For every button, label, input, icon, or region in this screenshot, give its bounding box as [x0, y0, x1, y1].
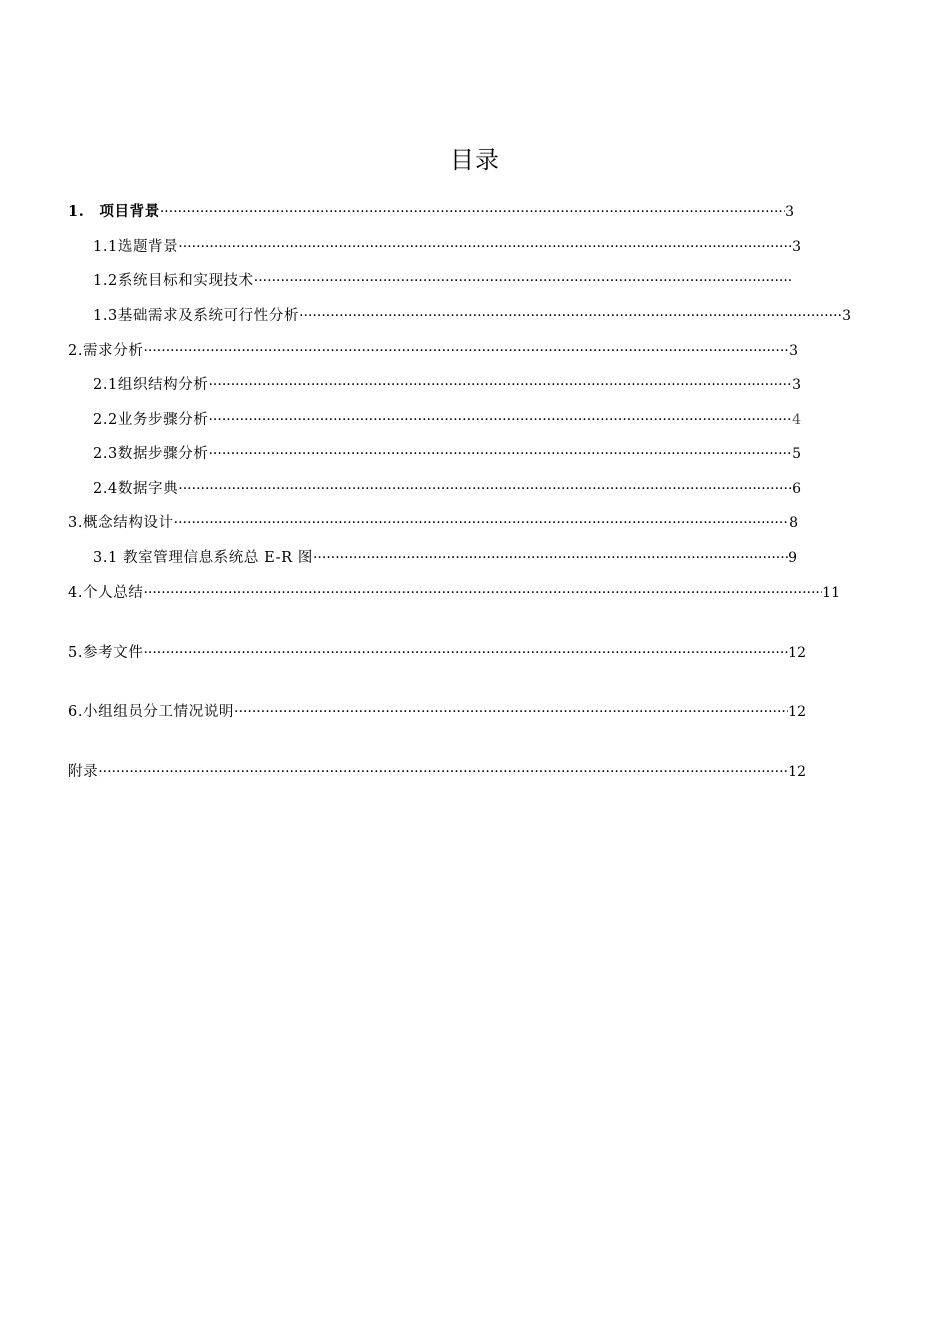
toc-entry-page: 12	[788, 764, 806, 780]
toc-entry[interactable]	[93, 443, 801, 465]
toc-entry-label: 1. 项目背景	[68, 203, 160, 220]
toc-dot-leader	[254, 270, 791, 292]
toc-dot-leader	[143, 582, 822, 604]
toc-entry-page: 3	[785, 204, 794, 220]
toc-entry-label: 2.需求分析	[68, 343, 144, 359]
toc-entry-label: 4.个人总结	[68, 585, 144, 601]
toc-entry[interactable]	[68, 582, 840, 604]
toc-dot-leader	[174, 512, 789, 534]
toc-entry[interactable]	[68, 201, 794, 223]
toc-entry-page: 9	[788, 550, 797, 566]
toc-entry-label: 2.3数据步骤分析	[93, 446, 209, 462]
toc-dot-leader	[143, 642, 788, 664]
toc-dot-leader	[299, 305, 842, 327]
toc-entry-page: 6	[792, 481, 801, 497]
toc-entry[interactable]	[68, 642, 806, 664]
toc-entry-label: 3.概念结构设计	[68, 515, 174, 531]
toc-entry-label: 2.2业务步骤分析	[93, 412, 209, 428]
toc-entry[interactable]	[93, 547, 797, 569]
toc-dot-leader	[178, 236, 792, 258]
toc-entry-label: 3.1 教室管理信息系统总 E-R 图	[93, 550, 313, 566]
toc-entry-label: 5.参考文件	[68, 645, 144, 661]
toc-dot-leader	[160, 201, 785, 223]
toc-entry-label: 1.3基础需求及系统可行性分析	[93, 308, 300, 324]
toc-dot-leader	[208, 409, 792, 431]
toc-dot-leader	[208, 374, 792, 396]
toc-title: 目录	[450, 146, 500, 174]
toc-entry-page: 5	[792, 446, 801, 462]
toc-entry-page: 8	[789, 515, 798, 531]
toc-entry-label: 2.4数据字典	[93, 481, 179, 497]
toc-entry[interactable]	[93, 305, 851, 327]
toc-entry-page: 4	[792, 412, 801, 428]
toc-entry-page: 3	[792, 377, 801, 393]
toc-entry-page: 3	[789, 343, 798, 359]
toc-entry[interactable]	[68, 340, 798, 362]
toc-entry[interactable]	[93, 478, 801, 500]
toc-entry[interactable]	[93, 270, 791, 292]
toc-entry-label: 2.1组织结构分析	[93, 377, 209, 393]
toc-entry-page: 12	[788, 645, 806, 661]
toc-entry[interactable]	[93, 236, 801, 258]
toc-entry-page: 11	[822, 585, 840, 601]
toc-dot-leader	[313, 547, 788, 569]
toc-entry-page: 3	[792, 239, 801, 255]
toc-entry[interactable]	[93, 374, 801, 396]
toc-entry[interactable]	[68, 701, 806, 723]
toc-dot-leader	[98, 761, 788, 783]
toc-dot-leader	[234, 701, 788, 723]
toc-entry-label: 附录	[68, 764, 99, 780]
toc-entry-page: 3	[842, 308, 851, 324]
toc-dot-leader	[208, 443, 792, 465]
toc-entry-label: 1.1选题背景	[93, 239, 179, 255]
toc-dot-leader	[178, 478, 792, 500]
toc-entry-label: 1.2系统目标和实现技术	[93, 273, 254, 289]
toc-entry[interactable]	[68, 761, 806, 783]
toc-entry[interactable]	[93, 409, 801, 431]
toc-entry-label: 6.小组组员分工情况说明	[68, 704, 235, 720]
toc-entry[interactable]	[68, 512, 798, 534]
toc-dot-leader	[143, 340, 789, 362]
toc-entry-page: 12	[788, 704, 806, 720]
